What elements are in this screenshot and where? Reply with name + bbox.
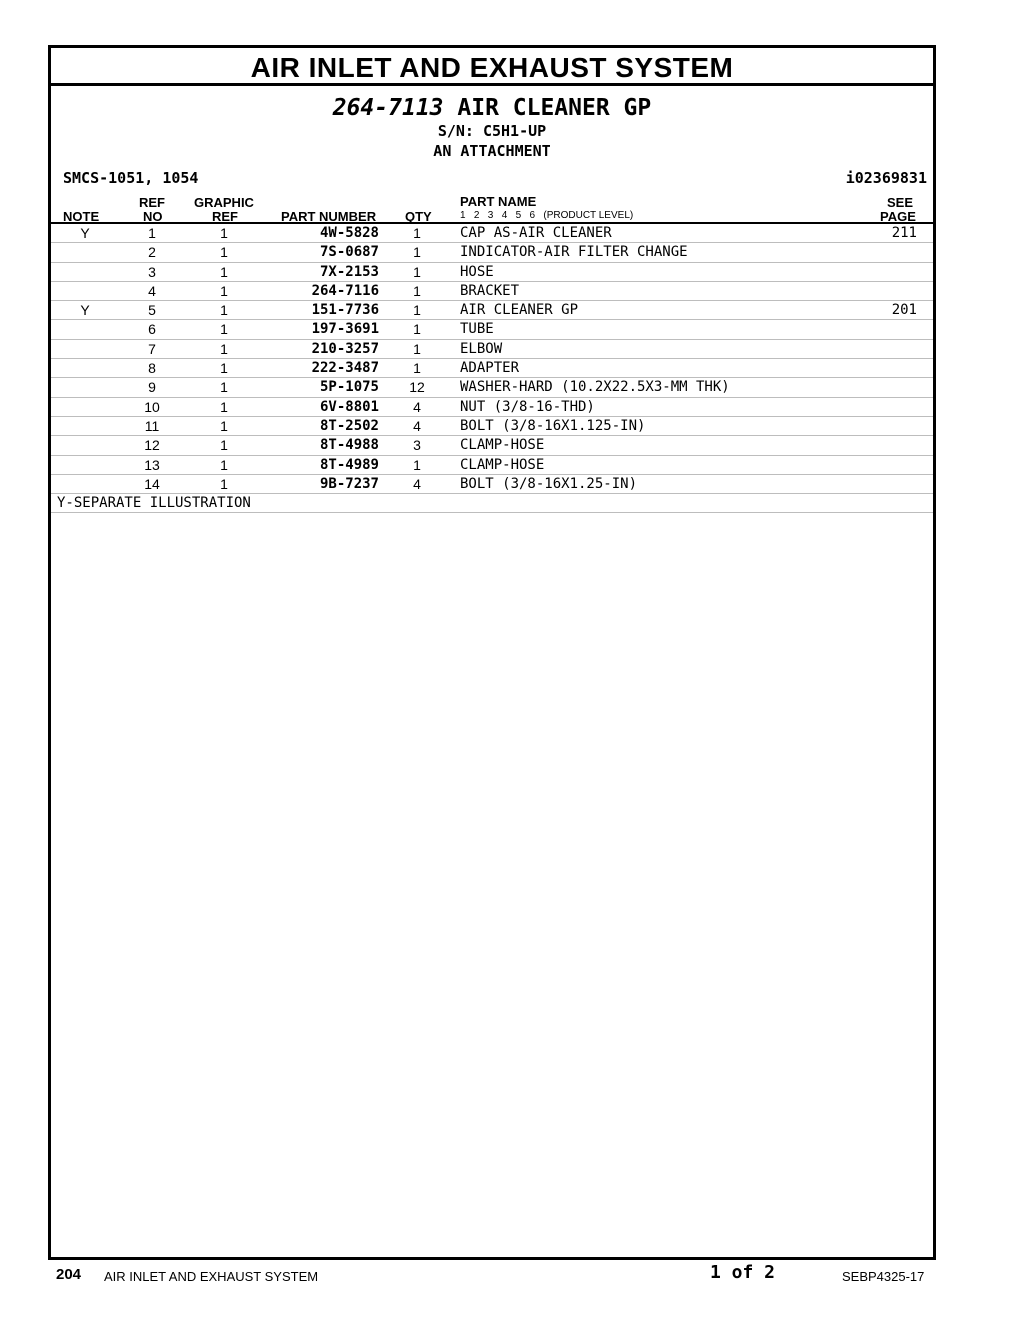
qty-cell: 1 <box>413 225 421 241</box>
graphic-ref-cell: 1 <box>220 360 228 377</box>
ref-no-cell: 1 <box>148 225 156 241</box>
graphic-ref-cell: 1 <box>220 456 228 473</box>
ref-no-cell: 12 <box>144 437 160 454</box>
part-name-cell: BOLT (3/8-16X1.125-IN) <box>460 417 646 434</box>
qty-cell: 1 <box>413 263 421 280</box>
part-number-cell: 222-3487 <box>311 360 379 377</box>
graphic-ref-cell: 1 <box>220 282 228 299</box>
footer-document-number: SEBP4325-17 <box>842 1269 925 1284</box>
graphic-ref-cell: 1 <box>220 417 228 434</box>
footer-title: AIR INLET AND EXHAUST SYSTEM <box>104 1269 319 1284</box>
header-see-top: SEE <box>887 195 914 210</box>
footnote-text: Y-SEPARATE ILLUSTRATION <box>57 495 251 512</box>
part-number-cell: 8T-4989 <box>319 456 379 473</box>
footnote-row <box>51 494 933 513</box>
ref-no-cell: 13 <box>144 456 160 473</box>
part-number-cell: 151-7736 <box>311 302 379 319</box>
graphic-ref-cell: 1 <box>220 302 228 319</box>
note-cell: Y <box>80 225 90 241</box>
ref-no-cell: 11 <box>144 417 160 434</box>
section-title: AIR INLET AND EXHAUST SYSTEM <box>51 48 933 86</box>
qty-cell: 4 <box>413 417 421 434</box>
table-row <box>51 301 933 320</box>
header-part-number: PART NUMBER <box>281 209 377 224</box>
footer-page-number: 204 <box>56 1266 82 1283</box>
graphic-ref-cell: 1 <box>220 437 228 454</box>
part-name-cell: WASHER-HARD (10.2X22.5X3-MM THK) <box>460 379 730 396</box>
qty-cell: 1 <box>413 244 421 261</box>
ref-no-cell: 2 <box>148 244 156 261</box>
part-name-cell: BRACKET <box>460 282 520 299</box>
header-graphic-top: GRAPHIC <box>194 195 254 210</box>
table-row <box>51 340 933 359</box>
qty-cell: 12 <box>409 379 425 396</box>
qty-cell: 4 <box>413 475 421 492</box>
group-part-number: 264-7113 <box>332 95 444 121</box>
part-name-cell: ELBOW <box>460 340 503 357</box>
part-name-cell: CLAMP-HOSE <box>460 437 545 454</box>
ref-no-cell: 5 <box>148 302 156 319</box>
ref-no-cell: 14 <box>144 475 160 492</box>
graphic-ref-cell: 1 <box>220 244 228 261</box>
part-number-cell: 264-7116 <box>311 282 379 299</box>
table-row <box>51 436 933 455</box>
ref-no-cell: 6 <box>148 321 156 338</box>
qty-cell: 1 <box>413 360 421 377</box>
part-number-cell: 197-3691 <box>311 321 379 338</box>
part-name-cell: INDICATOR-AIR FILTER CHANGE <box>460 244 688 261</box>
graphic-ref-cell: 1 <box>220 475 228 492</box>
ref-no-cell: 4 <box>148 282 156 299</box>
part-name-cell: TUBE <box>460 321 494 338</box>
table-row <box>51 263 933 282</box>
part-number-cell: 5P-1075 <box>319 379 379 396</box>
graphic-ref-cell: 1 <box>220 340 228 357</box>
qty-cell: 1 <box>413 321 421 338</box>
header-see-bottom: PAGE <box>880 209 916 224</box>
ref-no-cell: 3 <box>148 263 156 280</box>
part-name-cell: NUT (3/8-16-THD) <box>460 398 595 415</box>
footer-page-of: 1 of 2 <box>710 1262 776 1283</box>
graphic-ref-cell: 1 <box>220 321 228 338</box>
see-page-cell: 201 <box>891 302 917 319</box>
parts-table-body <box>51 224 933 513</box>
attachment-label: AN ATTACHMENT <box>433 142 551 160</box>
table-row <box>51 224 933 243</box>
header-qty: QTY <box>405 209 432 224</box>
part-number-cell: 7X-2153 <box>319 263 379 280</box>
part-number-cell: 8T-4988 <box>319 437 379 454</box>
table-row <box>51 359 933 378</box>
ref-no-cell: 10 <box>144 398 160 415</box>
table-row <box>51 417 933 436</box>
note-cell: Y <box>80 302 90 319</box>
header-part-name: PART NAME <box>460 194 537 209</box>
part-name-cell: AIR CLEANER GP <box>460 302 579 319</box>
header-ref-bottom: NO <box>143 209 163 224</box>
part-name-cell: BOLT (3/8-16X1.25-IN) <box>460 475 638 492</box>
group-title <box>51 94 933 122</box>
table-row <box>51 320 933 339</box>
qty-cell: 4 <box>413 398 421 415</box>
part-name-cell: CAP AS-AIR CLEANER <box>460 225 612 241</box>
table-row <box>51 398 933 417</box>
header-note: NOTE <box>63 209 100 224</box>
document-id: i02369831 <box>845 169 927 187</box>
part-number-cell: 4W-5828 <box>319 225 379 241</box>
ref-no-cell: 9 <box>148 379 156 396</box>
qty-cell: 1 <box>413 340 421 357</box>
qty-cell: 1 <box>413 282 421 299</box>
part-name-cell: HOSE <box>460 263 494 280</box>
header-graphic-bottom: REF <box>212 209 238 224</box>
header-ref-top: REF <box>139 195 165 210</box>
qty-cell: 1 <box>413 302 421 319</box>
see-page-cell: 211 <box>891 225 917 241</box>
graphic-ref-cell: 1 <box>220 263 228 280</box>
header-product-levels: 1 2 3 4 5 6 (PRODUCT LEVEL) <box>460 210 634 221</box>
part-name-cell: CLAMP-HOSE <box>460 456 545 473</box>
part-name-cell: ADAPTER <box>460 360 520 377</box>
qty-cell: 3 <box>413 437 421 454</box>
qty-cell: 1 <box>413 456 421 473</box>
part-number-cell: 6V-8801 <box>319 398 379 415</box>
table-row <box>51 475 933 494</box>
ref-no-cell: 7 <box>148 340 156 357</box>
part-number-cell: 9B-7237 <box>319 475 379 492</box>
part-number-cell: 7S-0687 <box>319 244 379 261</box>
graphic-ref-cell: 1 <box>220 225 228 241</box>
serial-number-range: S/N: C5H1-UP <box>437 122 547 140</box>
table-row <box>51 378 933 397</box>
graphic-ref-cell: 1 <box>220 379 228 396</box>
smcs-codes: SMCS-1051, 1054 <box>63 169 199 187</box>
table-row <box>51 456 933 475</box>
part-number-cell: 8T-2502 <box>319 417 379 434</box>
ref-no-cell: 8 <box>148 360 156 377</box>
table-row <box>51 243 933 262</box>
parts-page-frame <box>48 45 936 1260</box>
graphic-ref-cell: 1 <box>220 398 228 415</box>
group-name: AIR CLEANER GP <box>457 95 652 121</box>
table-row <box>51 282 933 301</box>
part-number-cell: 210-3257 <box>311 340 379 357</box>
